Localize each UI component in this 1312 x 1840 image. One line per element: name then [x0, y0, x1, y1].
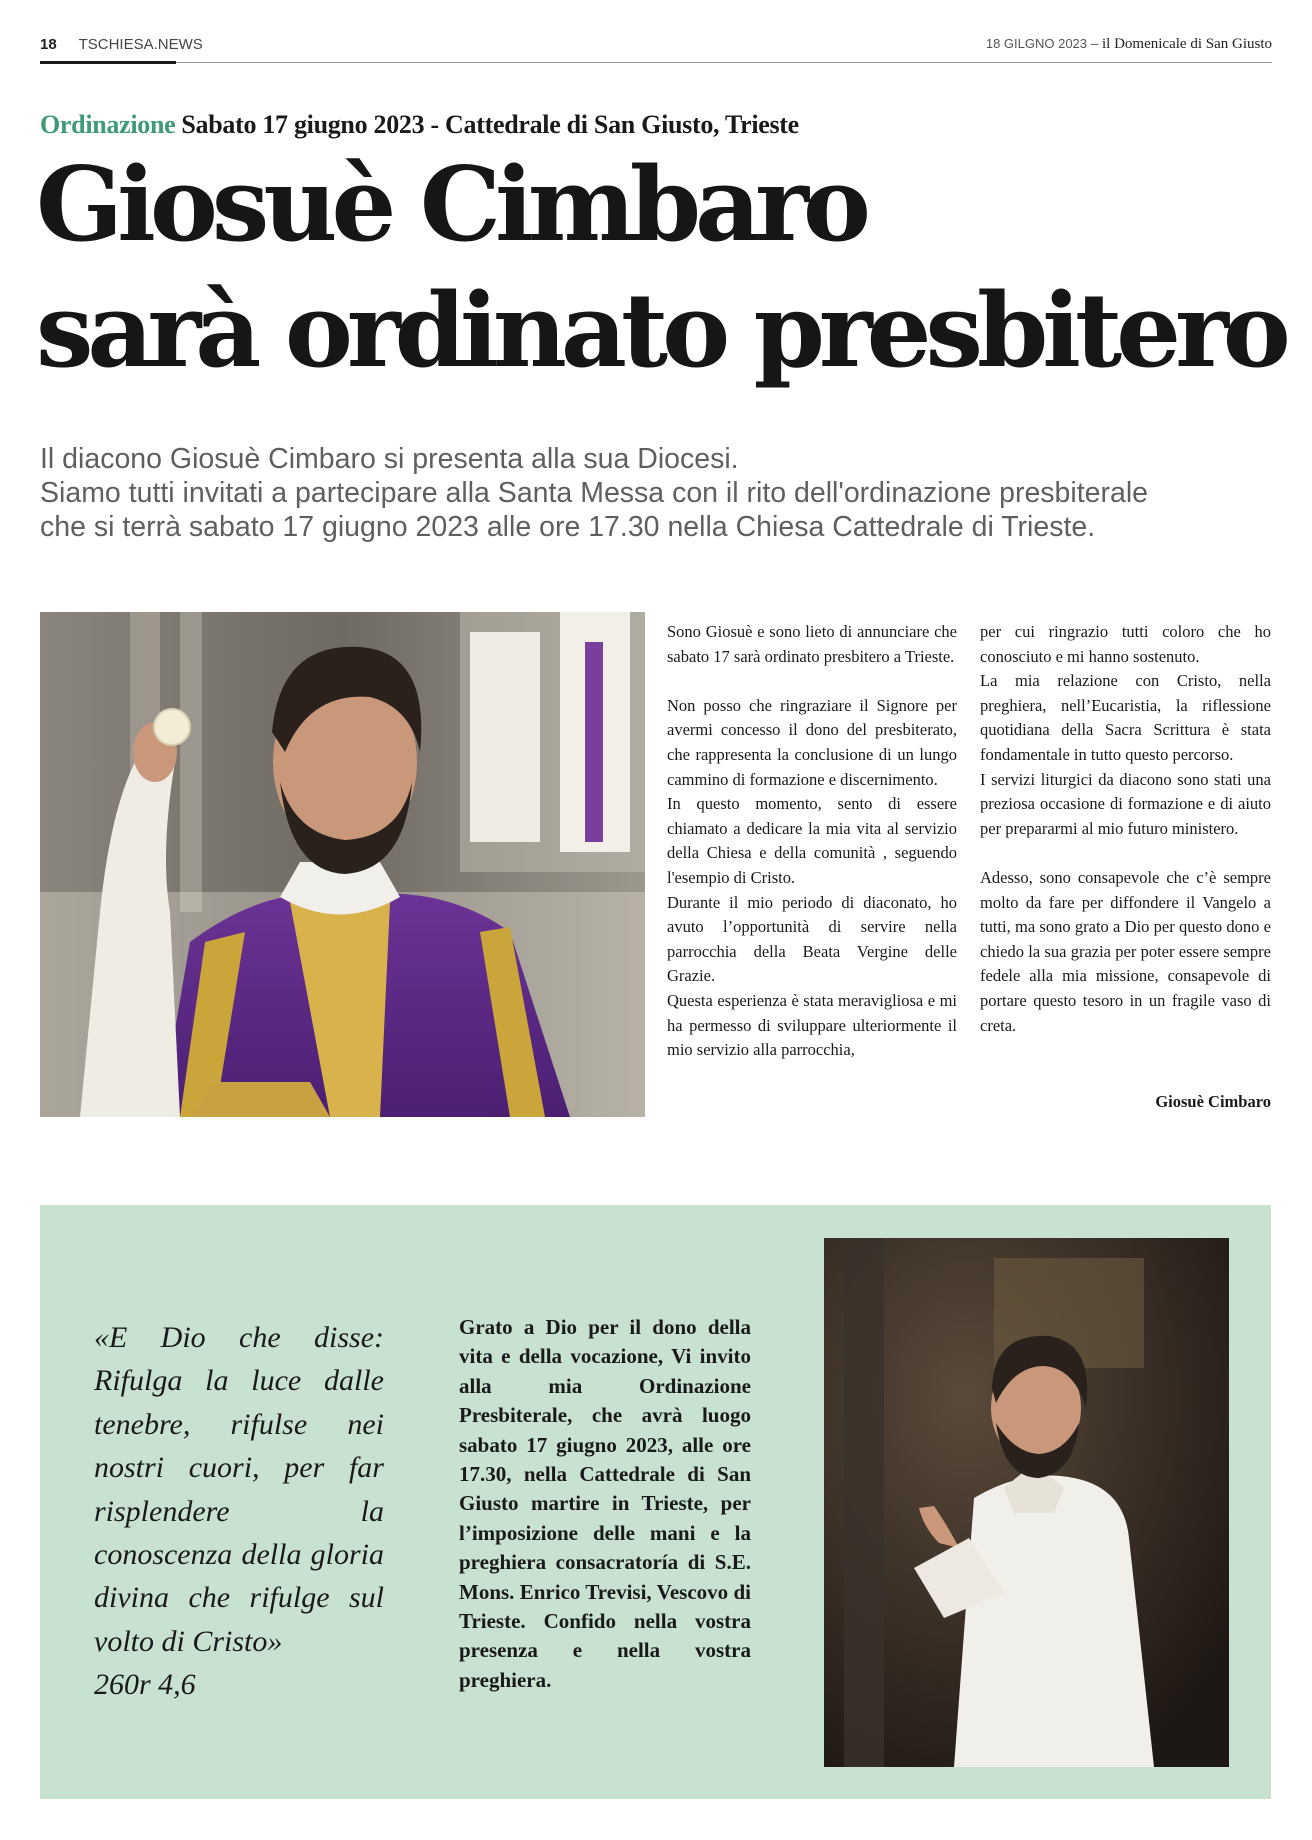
article-column-1 [667, 620, 957, 1063]
lead-paragraph [40, 442, 1280, 544]
author-signature: Giosuè Cimbaro [1155, 1092, 1271, 1111]
article-column-2 [980, 620, 1271, 1038]
lead-line-3: che si terrà sabato 17 giugno 2023 alle ore 17.30 nella Chiesa Cattedrale di Trieste. [40, 511, 1096, 543]
photo-illustration [824, 1238, 1229, 1767]
section-tag: Ordinazione [40, 110, 176, 139]
photo-illustration [40, 612, 645, 1117]
article-paragraph: per cui ringrazio tutti coloro che ho conosciuto e mi hanno sostenuto. [980, 622, 1271, 666]
page-number: 18 [40, 36, 57, 53]
article-paragraph: Durante il mio periodo di diaconato, ho avuto l’opportunità di servire nella parrocchia della Beata Vergine delle Grazie. [667, 892, 957, 986]
article-paragraph: La mia relazione con Cristo, nella preghiera, nell’Eucaristia, la riflessione quotidiana della Sacra Scrittura è stata fondamentale in tutto questo percorso. [980, 671, 1271, 764]
headline [36, 142, 1285, 394]
paragraph-gap [667, 669, 957, 694]
page-header-left [40, 36, 203, 53]
headline-line-1: Giosuè Cimbaro [36, 145, 865, 265]
scripture-quote [94, 1316, 384, 1707]
article-paragraph: Adesso, sono consapevole che c’è sempre molto da fare per diffondere il Vangelo a tutti, ma sono grato a Dio per questo dono e chiedo la sua grazia per poter essere sempre fedele alla mia missione, consapevole di portare questo tesoro in un fragile vaso di creta. [980, 867, 1271, 1035]
paragraph-gap [980, 841, 1271, 866]
lead-line-2: Siamo tutti invitati a partecipare alla Santa Messa con il rito dell'ordinazione presbiterale [40, 477, 1149, 509]
header-separator: – [1087, 36, 1103, 52]
article-paragraph: Non posso che ringraziare il Signore per avermi concesso il dono del presbiterato, che rappresenta la conclusione di un lungo cammino di formazione e discernimento. [667, 695, 957, 789]
lead-line-1: Il diacono Giosuè Cimbaro si presenta alla sua Diocesi. [40, 443, 739, 475]
header-rule [40, 62, 1272, 63]
deacon-praying-photo [824, 1238, 1229, 1767]
article-paragraph: Questa esperienza è stata meravigliosa e mi ha permesso di sviluppare ulteriormente il mio servizio alla parrocchia, [667, 990, 957, 1060]
issue-date: 18 GILGNO 2023 [985, 36, 1088, 51]
article-paragraph: In questo momento, sento di essere chiamato a dedicare la mia vita al servizio della Chiesa e della comunità , seguendo l'esempio di Cristo. [667, 794, 957, 887]
quote-text: «E Dio che disse: Rifulga la luce dalle tenebre, rifulse nei nostri cuori, per far risplendere la conoscenza della gloria divina che rifulge sul volto di Cristo» [94, 1321, 384, 1658]
headline-line-2: sarà ordinato presbitero [36, 271, 1285, 391]
invitation-text: Grato a Dio per il dono della vita e della vocazione, Vi invito alla mia Ordinazione Presbiterale, che avrà luogo sabato 17 giugno 2023, alle ore 17.30, nella Cattedrale di San Giusto martire in Trieste, per l’imposizione delle mani e la preghiera consacratoría di S.E. Mons. Enrico Trevisi, Vescovo di Trieste. Confido nella vostra presenza e nella vostra preghiera. [459, 1315, 751, 1692]
article-paragraph: Sono Giosuè e sono lieto di annunciare che sabato 17 sarà ordinato presbitero a Trieste. [667, 622, 957, 666]
deacon-elevating-host-photo [40, 612, 645, 1117]
header-rule-accent [40, 61, 176, 64]
publication-name: il Domenicale di San Giusto [1102, 36, 1272, 52]
kicker-text: Sabato 17 giugno 2023 - Cattedrale di San Giusto, Trieste [181, 110, 799, 139]
kicker [40, 110, 799, 140]
site-name[interactable]: TSCHIESA.NEWS [78, 36, 203, 53]
article-paragraph: I servizi liturgici da diacono sono stati una preziosa occasione di formazione e di aiuto per prepararmi al mio futuro ministero. [980, 769, 1271, 838]
quote-reference: 260r 4,6 [94, 1668, 196, 1702]
page-header-right [986, 36, 1272, 53]
